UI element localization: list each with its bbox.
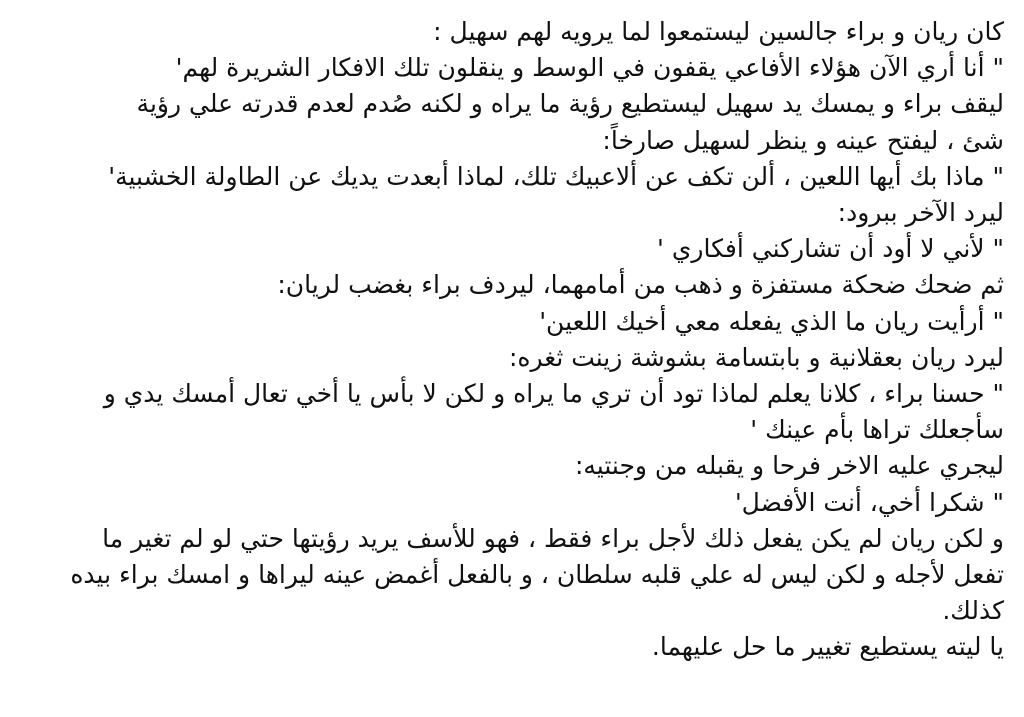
text-line: " حسنا براء ، كلانا يعلم لماذا تود أن تري ما يراه و لكن لا بأس يا أخي تعال أمسك يدي و (103, 379, 1004, 409)
text-line: تفعل لأجله و لكن ليس له علي قلبه سلطان ، و بالفعل أغمض عينه ليراها و امسك براء بيده (70, 560, 1004, 590)
text-line: يا ليته يستطيع تغيير ما حل عليهما. (651, 632, 1004, 662)
text-line: ليجري عليه الاخر فرحا و يقبله من وجنتيه: (574, 451, 1004, 481)
text-line: ليقف براء و يمسك يد سهيل ليستطيع رؤية ما يراه و لكنه صُدم لعدم قدرته علي رؤية (136, 89, 1004, 119)
text-line: كذلك. (942, 596, 1004, 626)
text-line: " أنا أري الآن هؤلاء الأفاعي يقفون في الوسط و ينقلون تلك الافكار الشريرة لهم' (175, 53, 1004, 83)
text-line: " ماذا بك أيها اللعين ، ألن تكف عن ألاعبيك تلك، لماذا أبعدت يديك عن الطاولة الخشبية' (108, 161, 1004, 191)
text-line: سأجعلك تراها بأم عينك ' (750, 415, 1004, 445)
text-line: " شكرا أخي، أنت الأفضل' (734, 487, 1004, 517)
text-line: و لكن ريان لم يكن يفعل ذلك لأجل براء فقط ، فهو للأسف يريد رؤيتها حتي لو لم تغير ما (102, 523, 1004, 553)
story-text (36, 14, 1004, 666)
text-line: ثم ضحك ضحكة مستفزة و ذهب من أمامهما، ليردف براء بغضب لريان: (277, 270, 1004, 300)
text-line: كان ريان و براء جالسين ليستمعوا لما يرويه لهم سهيل : (433, 17, 1004, 46)
text-line: شئ ، ليفتح عينه و ينظر لسهيل صارخاً: (602, 125, 1004, 155)
text-line: ليرد الآخر ببرود: (837, 198, 1004, 228)
text-line: " أرأيت ريان ما الذي يفعله معي أخيك اللعين' (539, 306, 1004, 336)
text-line: ليرد ريان بعقلانية و بابتسامة بشوشة زينت ثغره: (508, 342, 1004, 372)
text-line: " لأني لا أود أن تشاركني أفكاري ' (657, 234, 1004, 264)
